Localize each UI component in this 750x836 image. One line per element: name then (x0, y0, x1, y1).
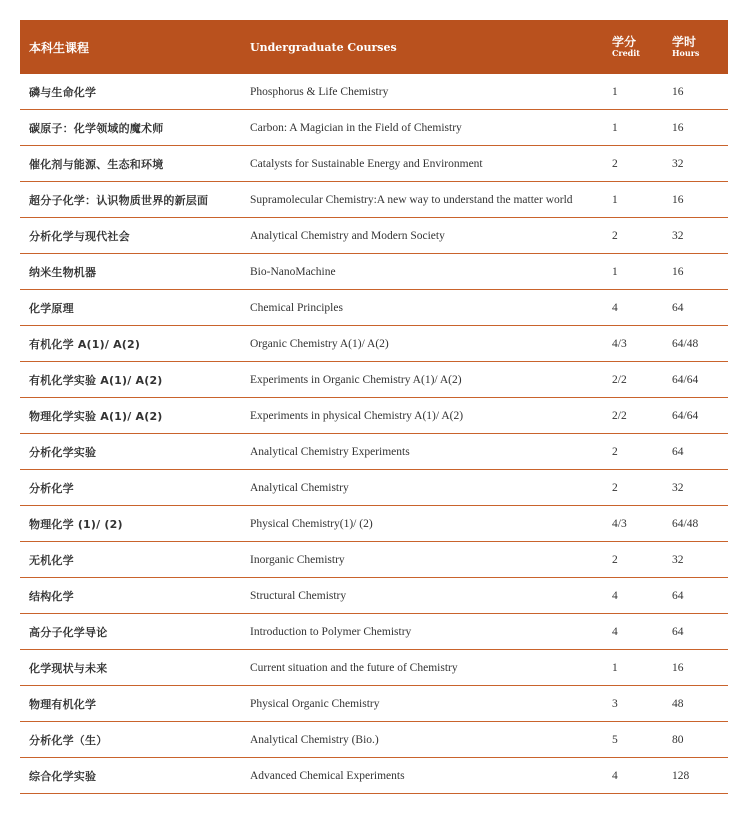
course-name-en: Catalysts for Sustainable Energy and Environment (250, 157, 483, 170)
course-name-en: Organic Chemistry A(1)/ A(2) (250, 337, 389, 350)
table-row (20, 254, 728, 290)
course-name-cn: 催化剂与能源、生态和环境 (29, 157, 164, 171)
course-name-en: Experiments in Organic Chemistry A(1)/ A(2) (250, 373, 462, 386)
course-name-en: Analytical Chemistry (Bio.) (250, 733, 379, 746)
course-name-en: Experiments in physical Chemistry A(1)/ A(2) (250, 409, 464, 422)
course-credit: 2 (612, 553, 618, 566)
course-name-en: Structural Chemistry (250, 589, 347, 602)
course-name-en: Advanced Chemical Experiments (250, 769, 405, 782)
header-credit (608, 36, 668, 59)
header-credit-cn: 学分 (612, 34, 637, 49)
course-name-en: Current situation and the future of Chemistry (250, 661, 458, 674)
course-table (20, 20, 728, 794)
table-row (20, 398, 728, 434)
course-name-cn: 物理化学 (1)/ (2) (29, 517, 123, 531)
course-hours: 128 (672, 769, 690, 782)
course-hours: 16 (672, 85, 684, 98)
course-credit: 1 (612, 121, 618, 134)
course-name-en: Chemical Principles (250, 301, 343, 314)
course-name-cn: 超分子化学：认识物质世界的新层面 (29, 193, 209, 207)
table-row (20, 686, 728, 722)
course-hours: 64/48 (672, 337, 699, 350)
course-credit: 2 (612, 157, 618, 170)
course-name-en: Analytical Chemistry Experiments (250, 445, 410, 458)
course-name-en: Supramolecular Chemistry:A new way to understand the matter world (250, 193, 573, 206)
course-name-cn: 磷与生命化学 (29, 85, 97, 99)
table-row (20, 146, 728, 182)
course-name-cn: 有机化学实验 A(1)/ A(2) (29, 373, 163, 387)
course-hours: 16 (672, 193, 684, 206)
course-credit: 5 (612, 733, 618, 746)
table-header (20, 20, 728, 74)
course-hours: 80 (672, 733, 684, 746)
table-row (20, 650, 728, 686)
course-hours: 64 (672, 589, 684, 602)
course-hours: 32 (672, 229, 684, 242)
table-row (20, 326, 728, 362)
course-name-cn: 无机化学 (29, 553, 74, 567)
table-row (20, 578, 728, 614)
course-hours: 64 (672, 445, 684, 458)
course-credit: 2 (612, 229, 618, 242)
course-name-en: Introduction to Polymer Chemistry (250, 625, 412, 638)
course-hours: 48 (672, 697, 684, 710)
table-row (20, 542, 728, 578)
table-row (20, 218, 728, 254)
course-name-en: Carbon: A Magician in the Field of Chemistry (250, 121, 462, 134)
table-row (20, 722, 728, 758)
course-name-en: Phosphorus & Life Chemistry (250, 85, 389, 98)
table-row (20, 470, 728, 506)
course-name-cn: 分析化学（生） (29, 733, 108, 747)
course-credit: 1 (612, 85, 618, 98)
course-hours: 32 (672, 157, 684, 170)
table-row (20, 74, 728, 110)
table-row (20, 110, 728, 146)
header-course-en: Undergraduate Courses (250, 40, 397, 54)
header-hours (668, 36, 728, 59)
header-course-cn: 本科生课程 (29, 40, 90, 55)
course-credit: 4 (612, 589, 618, 602)
course-credit: 1 (612, 265, 618, 278)
course-credit: 3 (612, 697, 618, 710)
course-name-cn: 纳米生物机器 (29, 265, 97, 279)
course-credit: 2 (612, 445, 618, 458)
course-name-en: Analytical Chemistry and Modern Society (250, 229, 445, 242)
course-name-en: Analytical Chemistry (250, 481, 349, 494)
course-name-cn: 综合化学实验 (29, 769, 97, 783)
course-credit: 4 (612, 301, 618, 314)
course-credit: 2/2 (612, 373, 627, 386)
table-row (20, 434, 728, 470)
course-credit: 4 (612, 769, 618, 782)
header-hours-en: Hours (672, 48, 700, 59)
table-row (20, 362, 728, 398)
table-row (20, 506, 728, 542)
course-name-cn: 碳原子：化学领域的魔术师 (29, 121, 164, 135)
course-hours: 32 (672, 481, 684, 494)
course-credit: 1 (612, 193, 618, 206)
course-hours: 64/64 (672, 409, 699, 422)
table-row (20, 290, 728, 326)
course-name-cn: 物理有机化学 (29, 697, 97, 711)
header-hours-cn: 学时 (672, 34, 697, 49)
table-row (20, 614, 728, 650)
course-name-cn: 分析化学与现代社会 (29, 229, 130, 243)
course-hours: 64/48 (672, 517, 699, 530)
course-name-cn: 分析化学实验 (29, 445, 97, 459)
course-credit: 4 (612, 625, 618, 638)
course-credit: 1 (612, 661, 618, 674)
course-name-cn: 有机化学 A(1)/ A(2) (29, 337, 141, 351)
course-name-cn: 分析化学 (29, 481, 74, 495)
course-credit: 4/3 (612, 517, 627, 530)
course-name-en: Inorganic Chemistry (250, 553, 345, 566)
course-name-cn: 物理化学实验 A(1)/ A(2) (29, 409, 163, 423)
course-credit: 2 (612, 481, 618, 494)
course-hours: 32 (672, 553, 684, 566)
table-row (20, 182, 728, 218)
course-credit: 4/3 (612, 337, 627, 350)
course-name-cn: 化学原理 (29, 301, 74, 315)
table-row (20, 758, 728, 794)
course-name-cn: 结构化学 (29, 589, 74, 603)
course-name-en: Physical Organic Chemistry (250, 697, 380, 710)
course-hours: 64 (672, 301, 684, 314)
course-hours: 64/64 (672, 373, 699, 386)
course-name-cn: 化学现状与未来 (29, 661, 108, 675)
course-name-en: Physical Chemistry(1)/ (2) (250, 517, 373, 530)
course-credit: 2/2 (612, 409, 627, 422)
course-name-en: Bio-NanoMachine (250, 265, 336, 278)
course-hours: 16 (672, 265, 684, 278)
course-hours: 64 (672, 625, 684, 638)
course-name-cn: 高分子化学导论 (29, 625, 108, 639)
header-credit-en: Credit (612, 48, 640, 59)
course-hours: 16 (672, 121, 684, 134)
course-hours: 16 (672, 661, 684, 674)
table-body (20, 74, 728, 794)
